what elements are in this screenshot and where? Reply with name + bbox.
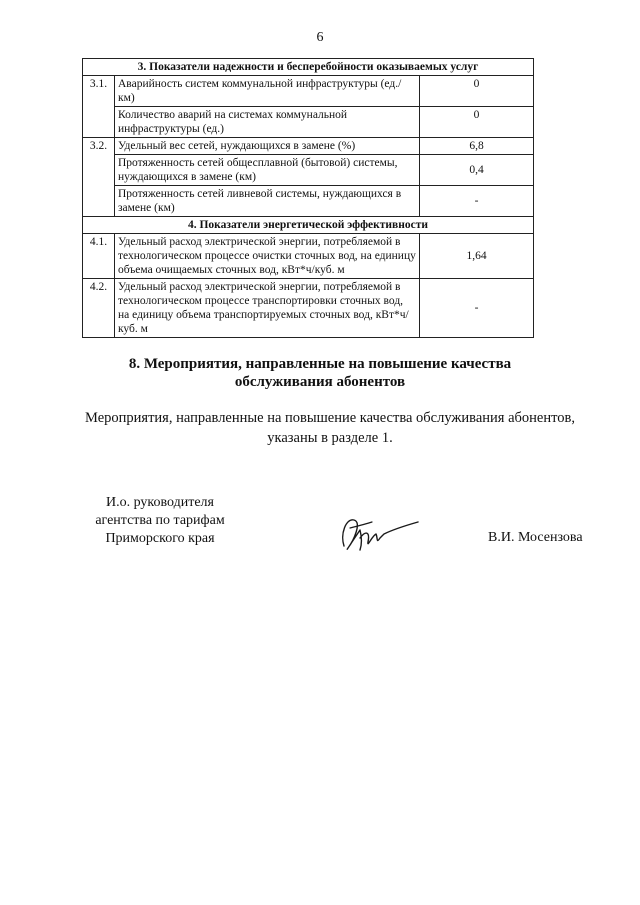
row-number: 4.1.	[83, 234, 115, 279]
indicators-table	[82, 58, 534, 338]
signer-position-line1: И.о. руководителя	[105, 495, 214, 510]
section-8-title-line1: 8. Мероприятия, направленные на повышение качества	[128, 356, 512, 372]
section-8-body	[60, 408, 600, 448]
table-row	[83, 279, 534, 338]
table-section-header	[83, 217, 534, 234]
indicator-value: 1,64	[420, 234, 534, 279]
indicator-name: Протяженность сетей ливневой системы, нуждающихся в замене (км)	[115, 186, 420, 217]
indicator-name: Количество аварий на системах коммунальной инфраструктуры (ед.)	[115, 107, 420, 138]
table-row	[83, 76, 534, 107]
indicator-name: Удельный расход электрической энергии, потребляемой в технологическом процессе транспортировки сточных вод, на единицу объема транспортируемых сточных вод, кВт*ч/куб. м	[115, 279, 420, 338]
indicator-value: -	[420, 279, 534, 338]
indicator-name: Протяженность сетей общесплавной (бытовой) системы, нуждающихся в замене (км)	[115, 155, 420, 186]
section3-title: 3. Показатели надежности и бесперебойности оказываемых услуг	[83, 59, 534, 76]
indicator-value: 0	[420, 76, 534, 107]
section4-title: 4. Показатели энергетической эффективности	[83, 217, 534, 234]
signer-position-line2: агентства по тарифам	[95, 513, 225, 528]
section-8-title-line2: обслуживания абонентов	[234, 374, 406, 390]
page-number: 6	[316, 30, 324, 45]
table-row	[83, 107, 534, 138]
signer-position	[80, 494, 240, 548]
table-row	[83, 138, 534, 155]
indicator-name: Аварийность систем коммунальной инфраструктуры (ед./км)	[115, 76, 420, 107]
row-number: 3.2.	[83, 138, 115, 217]
table-row	[83, 234, 534, 279]
row-number: 4.2.	[83, 279, 115, 338]
indicator-value: 0	[420, 107, 534, 138]
indicator-value: -	[420, 186, 534, 217]
table-section-header	[83, 59, 534, 76]
indicator-name: Удельный вес сетей, нуждающихся в замене (%)	[115, 138, 420, 155]
signer-position-line3: Приморского края	[105, 531, 215, 546]
section-8-body-line1: Мероприятия, направленные на повышение качества обслуживания абонентов,	[85, 410, 575, 426]
section-8-title	[0, 355, 640, 391]
indicator-value: 0,4	[420, 155, 534, 186]
section-8-body-line2: указаны в разделе 1.	[267, 430, 393, 446]
table-row	[83, 186, 534, 217]
row-number: 3.1.	[83, 76, 115, 138]
indicator-name: Удельный расход электрической энергии, потребляемой в технологическом процессе очистки сточных вод, на единицу объема очищаемых сточных вод, кВт*ч/куб. м	[115, 234, 420, 279]
signer-name: В.И. Мосензова	[488, 530, 583, 545]
table-row	[83, 155, 534, 186]
indicator-value: 6,8	[420, 138, 534, 155]
handwritten-signature	[332, 508, 422, 558]
